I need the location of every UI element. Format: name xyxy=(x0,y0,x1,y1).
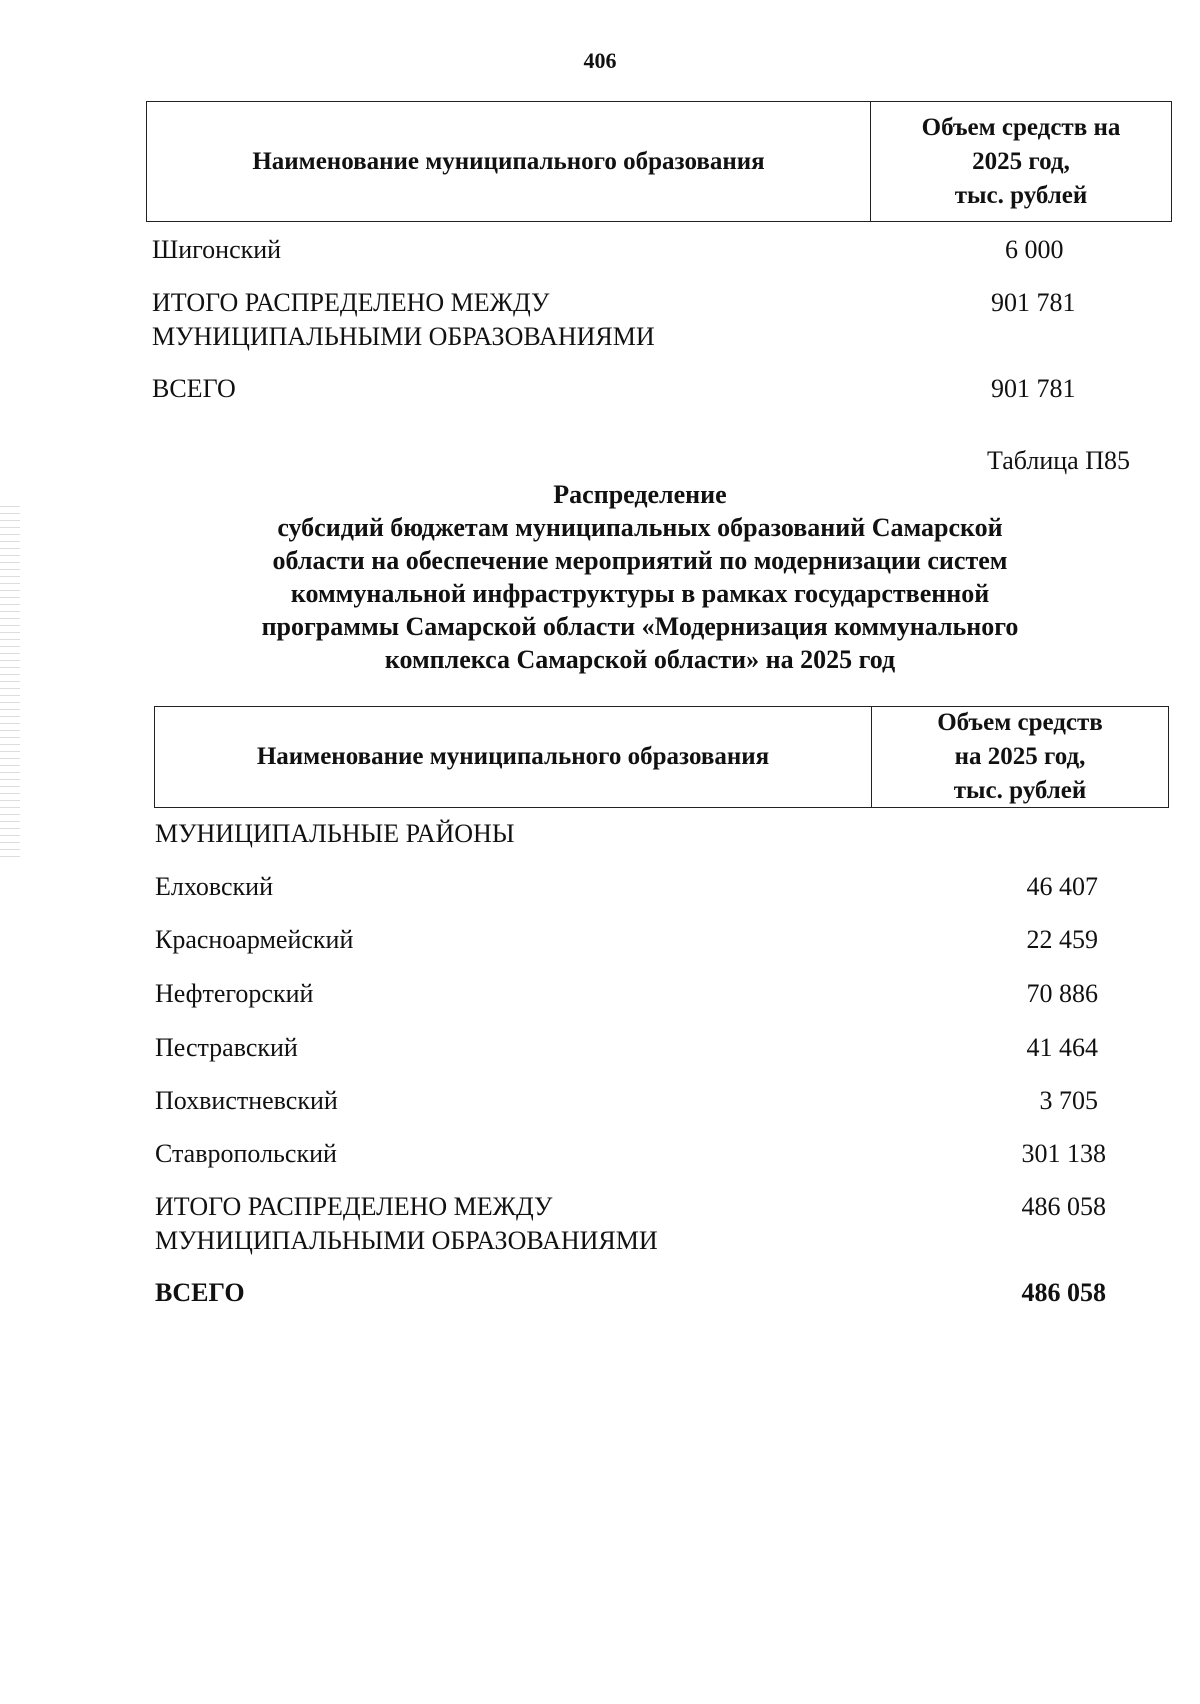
row-name: Нефтегорский xyxy=(155,979,314,1008)
row-value: 6 000 xyxy=(1005,235,1064,264)
table1-header xyxy=(146,101,1172,222)
row-name: ВСЕГО xyxy=(152,374,236,403)
table1-header-amount-line: тыс. рублей xyxy=(954,181,1088,209)
row-value: 486 058 xyxy=(1021,1192,1106,1221)
row-name: Красноармейский xyxy=(155,925,354,954)
row-name: Похвистневский xyxy=(155,1086,338,1115)
row-name: ИТОГО РАСПРЕДЕЛЕНО МЕЖДУ МУНИЦИПАЛЬНЫМИ ОБРАЗОВАНИЯМИ xyxy=(152,288,655,351)
row-name: Ставропольский xyxy=(155,1139,337,1168)
title-line: программы Самарской области «Модернизация коммунального xyxy=(261,612,1019,641)
row-name: Шигонский xyxy=(152,235,282,264)
row-name: ИТОГО РАСПРЕДЕЛЕНО МЕЖДУ МУНИЦИПАЛЬНЫМИ ОБРАЗОВАНИЯМИ xyxy=(155,1192,658,1255)
row-value: 486 058 xyxy=(1021,1278,1106,1307)
row-value: 301 138 xyxy=(1021,1139,1106,1168)
table2-header-amount-line: тыс. рублей xyxy=(953,777,1087,804)
title-line: субсидий бюджетам муниципальных образований Самарской xyxy=(277,513,1003,542)
table2-header-amount-line: на 2025 год, xyxy=(954,743,1086,770)
row-value: 41 464 xyxy=(1026,1033,1098,1062)
table2-header-amount-line: Объем средств xyxy=(937,709,1103,736)
table1-header-amount xyxy=(871,102,1171,221)
row-value: 901 781 xyxy=(991,374,1076,403)
page-number: 406 xyxy=(583,48,617,73)
section-heading-text: МУНИЦИПАЛЬНЫЕ РАЙОНЫ xyxy=(155,819,515,848)
table2-header-amount xyxy=(872,707,1168,807)
table2-header-name: Наименование муниципального образования xyxy=(155,707,872,807)
row-value: 22 459 xyxy=(1026,925,1098,954)
row-value: 70 886 xyxy=(1026,979,1098,1008)
table-label: Таблица П85 xyxy=(987,446,1130,475)
row-name: ВСЕГО xyxy=(155,1278,245,1307)
scan-edge-noise xyxy=(0,500,20,860)
row-value: 46 407 xyxy=(1026,872,1098,901)
table1-header-amount-line: 2025 год, xyxy=(972,147,1070,175)
title-line: коммунальной инфраструктуры в рамках государственной xyxy=(290,579,990,608)
table2-title xyxy=(160,478,1120,676)
title-line: Распределение xyxy=(553,480,727,509)
table2-header xyxy=(154,706,1169,808)
row-value: 3 705 xyxy=(1039,1086,1098,1115)
title-line: комплекса Самарской области» на 2025 год xyxy=(384,645,896,674)
row-name: Елховский xyxy=(155,872,273,901)
table1-header-amount-line: Объем средств на xyxy=(921,113,1121,141)
row-name: Пестравский xyxy=(155,1033,298,1062)
row-value: 901 781 xyxy=(991,288,1076,317)
table1-header-name: Наименование муниципального образования xyxy=(147,102,871,221)
title-line: области на обеспечение мероприятий по модернизации систем xyxy=(272,546,1008,575)
